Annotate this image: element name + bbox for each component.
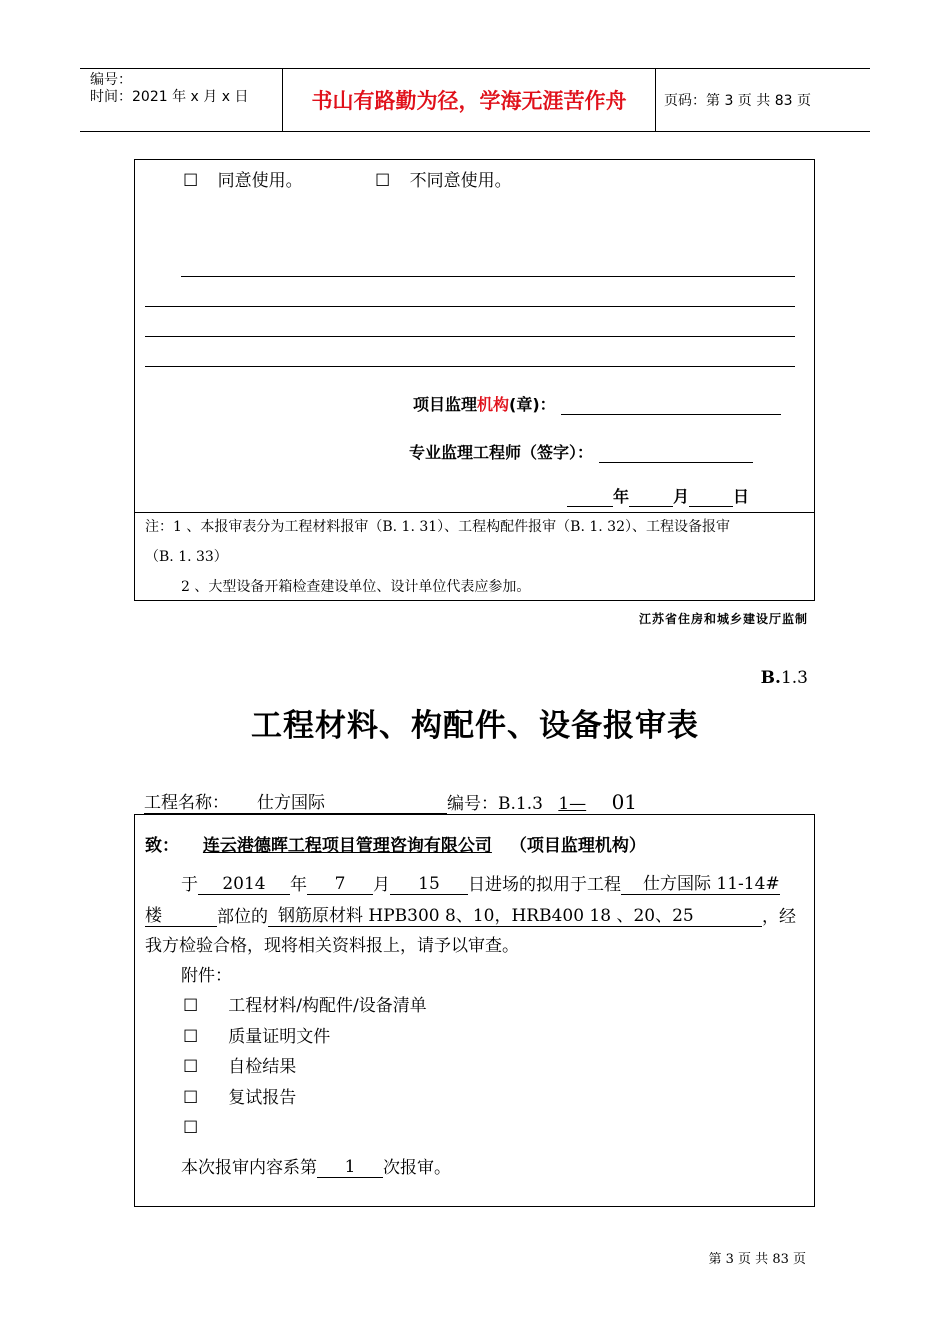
form-code-rest: 1.3 [780,668,808,688]
date-field [567,484,749,507]
engineer-label: 专业监理工程师（签字）： [409,443,594,462]
times-suffix: 次报审。 [383,1158,451,1178]
times-prefix: 本次报审内容系第 [181,1158,317,1178]
note-line-3: 2 、大型设备开箱检查建设单位、设计单位代表应参加。 [181,579,531,595]
project-name-field [144,788,447,814]
addressee-line [145,831,646,856]
entry-year[interactable]: 2014 [198,874,290,895]
attachment-item[interactable] [183,1083,427,1114]
p-day-text: 日进场的拟用于工程 [468,875,621,895]
supervision-org-field [413,392,781,415]
project-number-label: 编号：B.1.3 [447,794,543,814]
addressee-label: 致： [145,836,179,856]
notes-section [145,512,809,602]
header-time-label: 时间：2021 年 x 月 x 日 [90,89,249,105]
agree-option[interactable] [183,166,303,191]
p-part-label: 部位的 [217,907,268,927]
engineer-signature-blank[interactable] [599,444,753,463]
attachment-item[interactable] [183,1113,427,1144]
form-code-bold: B. [760,668,781,688]
note-line-1: 注：1 、本报审表分为工程材料报审（B. 1. 31）、工程构配件报审（B. 1. 32）、工程设备报审 [145,519,730,535]
entry-project[interactable]: 仕方国际 11-14# [621,869,780,895]
addressee-suffix: （项目监理机构） [509,836,646,856]
submission-box [134,814,815,1207]
attachment-checkbox[interactable]: ☐ [183,1057,199,1077]
attachment-label: 质量证明文件 [228,1026,331,1047]
project-number-mid: 1— [558,794,587,814]
agree-checkbox[interactable]: ☐ [183,171,199,191]
entry-day[interactable]: 15 [390,874,468,895]
entry-building[interactable]: 楼 [145,901,217,927]
header-motto: 书山有路勤为径，学海无涯苦作舟 [282,69,656,131]
supervision-org-label-c: (章)： [509,395,556,414]
approval-box [134,159,815,601]
header-number-label: 编号： [90,72,132,88]
attachment-checkbox[interactable]: ☐ [183,1026,199,1047]
p-month-label: 月 [373,875,390,895]
disagree-label: 不同意使用。 [409,171,512,191]
paragraph-line-3: 我方检验合格，现将相关资料报上，请予以审查。 [145,936,519,956]
times-value[interactable]: 1 [317,1157,383,1178]
supervision-org-blank[interactable] [561,396,781,415]
agree-label: 同意使用。 [217,171,303,191]
paragraph-line-1 [181,869,780,895]
project-number-value[interactable]: 01 [611,790,638,814]
project-name-label: 工程名称： [144,793,229,813]
entry-month[interactable]: 7 [307,874,373,895]
form-title: 工程材料、构配件、设备报审表 [251,708,699,744]
attachment-label: 工程材料/构配件/设备清单 [228,996,427,1016]
month-blank[interactable] [629,488,673,507]
addressee-value[interactable]: 连云港德晖工程项目管理咨询有限公司 [202,836,492,856]
attachment-label: 复试报告 [228,1087,297,1108]
issuing-authority: 江苏省住房和城乡建设厅监制 [638,612,808,626]
paragraph-line-2 [145,901,796,927]
month-label: 月 [673,487,690,506]
day-label: 日 [733,487,750,506]
submission-count-line [181,1153,451,1178]
header-page-info: 页码：第 3 页 共 83 页 [664,93,811,109]
attachment-item[interactable] [183,991,427,1022]
attachment-item[interactable] [183,1052,427,1083]
p-year-label: 年 [290,875,307,895]
p-prefix: 于 [181,875,198,895]
note-line-2: （B. 1. 33） [145,549,228,565]
supervision-org-label-a: 项目监理 [413,395,478,414]
opinion-line-4 [145,366,795,367]
year-blank[interactable] [567,488,613,507]
engineer-field [409,440,753,463]
supervision-org-label-b: 机构 [477,395,510,414]
p-end: ，经 [762,907,796,927]
day-blank[interactable] [689,488,733,507]
project-name-value[interactable]: 仕方国际 [257,793,325,813]
opinion-line-2 [145,306,795,307]
attachment-item[interactable] [183,1022,427,1053]
page-footer: 第 3 页 共 83 页 [708,1252,806,1267]
entry-material[interactable]: 钢筋原材料 HPB300 8、10，HRB400 18 、20、25 [268,901,762,927]
attachment-label: 自检结果 [228,1057,297,1077]
year-label: 年 [613,487,630,506]
header-meta [80,69,282,131]
form-code [761,668,808,688]
attachment-checkbox[interactable]: ☐ [183,1118,199,1138]
attachments-list [183,991,427,1144]
attachments-label: 附件： [181,966,232,986]
page-header [80,68,870,132]
project-line [144,788,637,814]
opinion-line-3 [145,336,795,337]
disagree-option[interactable] [375,166,512,191]
attachment-checkbox[interactable]: ☐ [183,996,199,1016]
disagree-checkbox[interactable]: ☐ [375,171,391,191]
attachment-checkbox[interactable]: ☐ [183,1087,199,1108]
opinion-line-1 [181,276,795,277]
